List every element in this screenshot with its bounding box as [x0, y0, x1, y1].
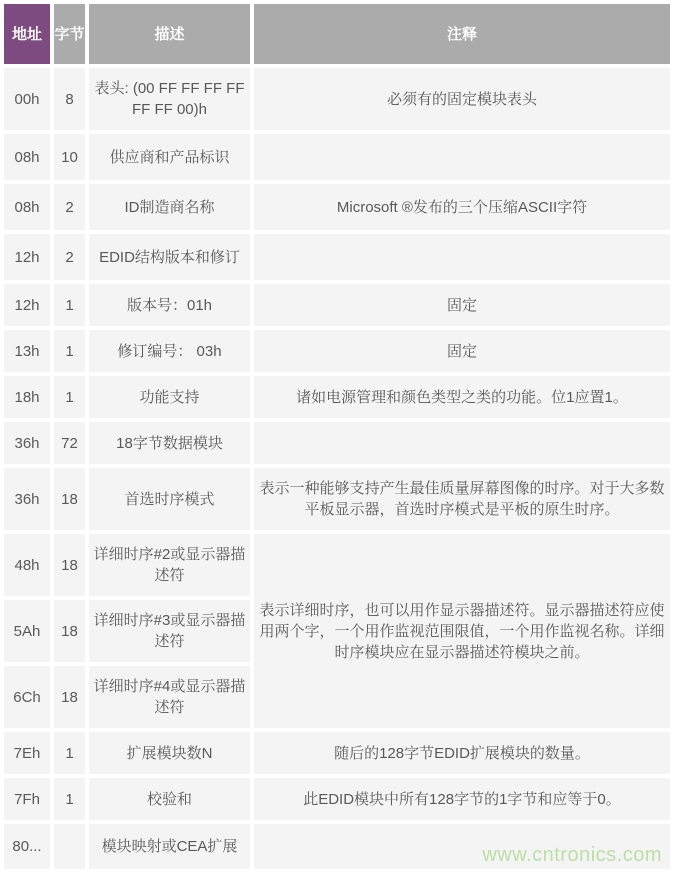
col-header-address: 地址 [4, 4, 50, 64]
bytes-cell: 1 [54, 732, 85, 774]
comment-cell: 随后的128字节EDID扩展模块的数量。 [254, 732, 670, 774]
watermark: www.cntronics.com [482, 844, 662, 866]
table-row [4, 184, 670, 230]
address-cell: 6Ch [4, 666, 50, 728]
table-row [4, 468, 670, 530]
address-cell: 36h [4, 468, 50, 530]
address-cell: 7Fh [4, 778, 50, 820]
table-row [4, 422, 670, 464]
comment-cell: 表示一种能够支持产生最佳质量屏幕图像的时序。对于大多数平板显示器，首选时序模式是平板的原生时序。 [254, 468, 670, 530]
description-cell: 校验和 [89, 778, 250, 820]
description-cell: 首选时序模式 [89, 468, 250, 530]
col-header-description: 描述 [89, 4, 250, 64]
description-cell: 功能支持 [89, 376, 250, 418]
comment-cell: 固定 [254, 284, 670, 326]
bytes-cell: 18 [54, 666, 85, 728]
address-cell: 36h [4, 422, 50, 464]
bytes-cell: 18 [54, 600, 85, 662]
comment-cell: 此EDID模块中所有128字节的1字节和应等于0。 [254, 778, 670, 820]
address-cell: 5Ah [4, 600, 50, 662]
table-row [4, 376, 670, 418]
description-cell: 扩展模块数N [89, 732, 250, 774]
comment-cell [254, 234, 670, 280]
comment-cell: Microsoft ®发布的三个压缩ASCII字符 [254, 184, 670, 230]
col-header-bytes: 字节 [54, 4, 85, 64]
bytes-cell: 8 [54, 68, 85, 130]
table-row [4, 134, 670, 180]
address-cell: 08h [4, 184, 50, 230]
address-cell: 00h [4, 68, 50, 130]
table-row [4, 284, 670, 326]
description-cell: 详细时序#3或显示器描述符 [89, 600, 250, 662]
table-row [4, 778, 670, 820]
address-cell: 08h [4, 134, 50, 180]
table-row [4, 234, 670, 280]
description-cell: 详细时序#2或显示器描述符 [89, 534, 250, 596]
description-cell: 供应商和产品标识 [89, 134, 250, 180]
bytes-cell: 2 [54, 184, 85, 230]
bytes-cell: 1 [54, 284, 85, 326]
bytes-cell: 1 [54, 330, 85, 372]
table-row [4, 330, 670, 372]
description-cell: 版本号：01h [89, 284, 250, 326]
address-cell: 12h [4, 234, 50, 280]
address-cell: 48h [4, 534, 50, 596]
description-cell: 模块映射或CEA扩展 [89, 824, 250, 869]
bytes-cell: 1 [54, 778, 85, 820]
description-cell: 18字节数据模块 [89, 422, 250, 464]
description-cell: EDID结构版本和修订 [89, 234, 250, 280]
comment-cell: 固定 [254, 330, 670, 372]
comment-cell [254, 134, 670, 180]
bytes-cell: 18 [54, 534, 85, 596]
description-cell: 详细时序#4或显示器描述符 [89, 666, 250, 728]
bytes-cell: 72 [54, 422, 85, 464]
bytes-cell: 10 [54, 134, 85, 180]
description-cell: 表头: (00 FF FF FF FF FF FF 00)h [89, 68, 250, 130]
table-row [4, 68, 670, 130]
header-row [4, 4, 670, 64]
comment-cell-merged: 表示详细时序，也可以用作显示器描述符。显示器描述符应使用两个字，一个用作监视范围限值，一个用作监视名称。详细时序模块应在显示器描述符模块之前。 [254, 534, 670, 728]
table-row [4, 732, 670, 774]
bytes-cell: 2 [54, 234, 85, 280]
description-cell: 修订编号： 03h [89, 330, 250, 372]
bytes-cell: 1 [54, 376, 85, 418]
table-row [4, 534, 670, 596]
comment-cell [254, 422, 670, 464]
bytes-cell [54, 824, 85, 869]
address-cell: 7Eh [4, 732, 50, 774]
address-cell: 12h [4, 284, 50, 326]
address-cell: 80... [4, 824, 50, 869]
bytes-cell: 18 [54, 468, 85, 530]
description-cell: ID制造商名称 [89, 184, 250, 230]
address-cell: 18h [4, 376, 50, 418]
comment-cell: 必须有的固定模块表头 [254, 68, 670, 130]
address-cell: 13h [4, 330, 50, 372]
col-header-comment: 注释 [254, 4, 670, 64]
comment-cell: 诸如电源管理和颜色类型之类的功能。位1应置1。 [254, 376, 670, 418]
